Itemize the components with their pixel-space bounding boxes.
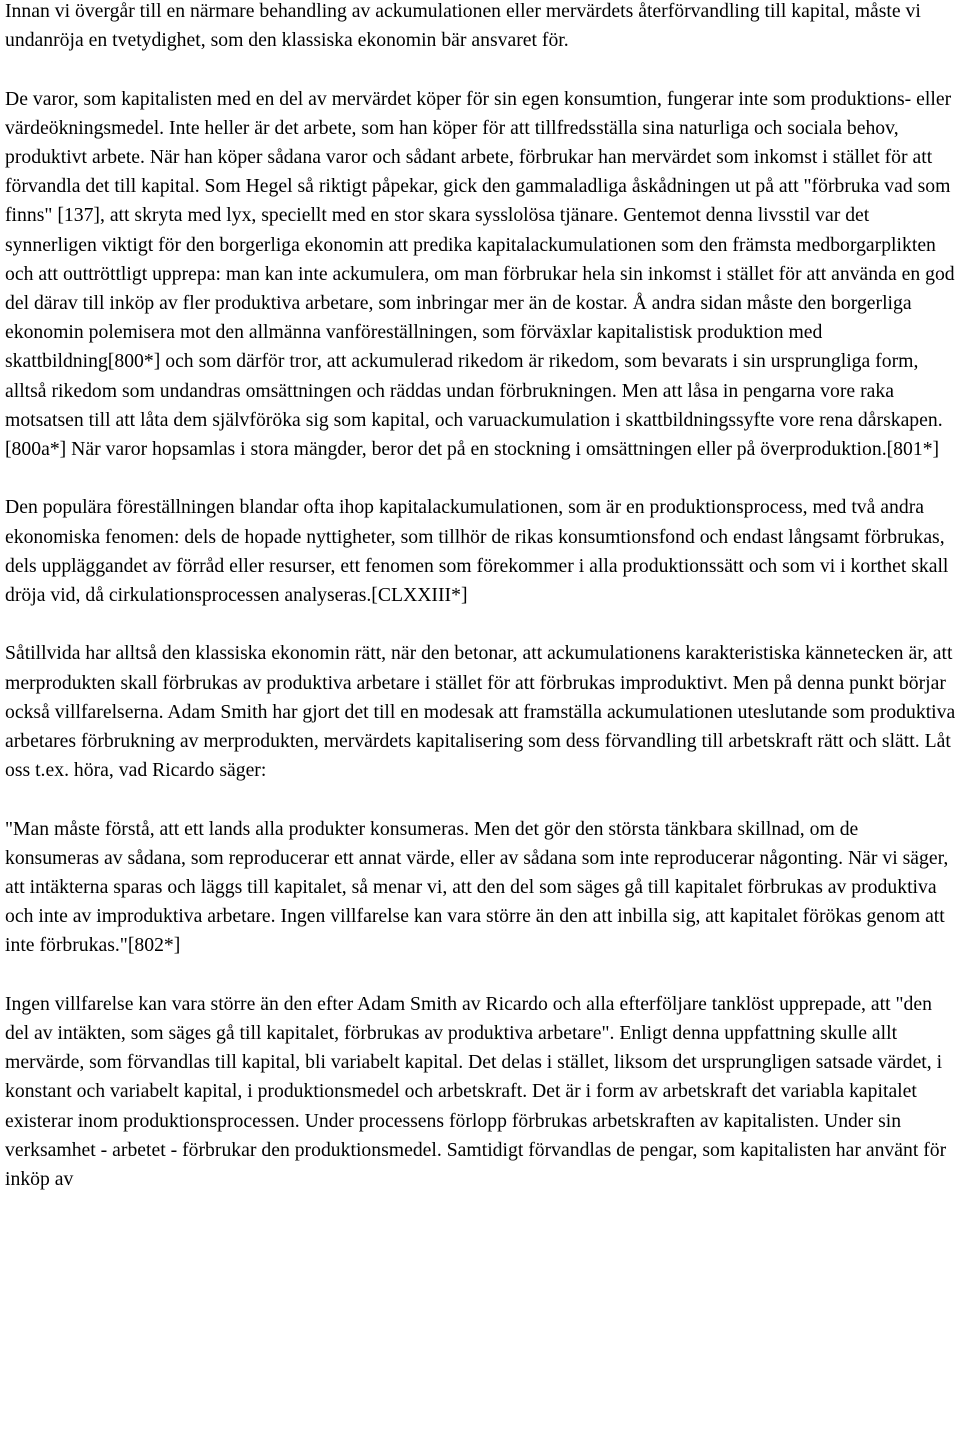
paragraph-ricardo-quote: "Man måste förstå, att ett lands alla produkter konsumeras. Men det gör den största tänkbara skillnad, om de konsumeras av sådana, som reproducerar ett annat värde, eller av sådana som inte reproducerar någonting. När vi säger, att intäkterna sparas och läggs till kapitalet, så menar vi, att den del som säges gå till kapitalet förbrukas av produktiva och inte av improduktiva arbetare. Ingen villfarelse kan vara större än den att inbilla sig, att kapitalet förökas genom att inte förbrukas."[802*]: [5, 817, 949, 957]
paragraph-classical-economy: Såtillvida har alltså den klassiska ekonomin rätt, när den betonar, att ackumulationens karakteristiska kännetecken är, att merprodukten skall förbrukas av produktiva arbetare i stället för att förbrukas improduktivt. Men på denna punkt börjar också villfarelserna. Adam Smith har gjort det till en modesak att framställa ackumulationen uteslutande som produktiva arbetares förbrukning av merprodukten, mervärdets kapitalisering som dess förvandling till arbetskraft rätt och slätt. Låt oss t.ex. höra, vad Ricardo säger:: [5, 642, 956, 782]
paragraph-popular-notion: Den populära föreställningen blandar ofta ihop kapitalackumulationen, som är en produktionsprocess, med två andra ekonomiska fenomen: dels de hopade nyttigheter, som tillhör de rikas konsumtionsfond och endast långsamt förbrukas, dels uppläggandet av förråd eller resurser, ett fenomen som förekommer i alla produktionssätt och som vi i korthet skall dröja vid, då cirkulationsprocessen analyseras.[CLXXIII*]: [5, 496, 949, 607]
paragraph-fallacy: Ingen villfarelse kan vara större än den efter Adam Smith av Ricardo och alla efterföljare tanklöst upprepade, att "den del av intäkten, som säges gå till kapitalet, förbrukas av produktiva arbetare". Enligt denna uppfattning skulle allt mervärde, som förvandlas till kapital, bli variabelt kapital. Det delas i stället, liksom det ursprungligen satsade värdet, i konstant och variabelt kapital, i produktionsmedel och arbetskraft. Det är i form av arbetskraft det variabla kapitalet existerar inom produktionsprocessen. Under processens förlopp förbrukas arbetskraften av kapitalisten. Under sin verksamhet - arbetet - förbrukar den produktionsmedel. Samtidigt förvandlas de pengar, som kapitalisten har använt för inköp av: [5, 992, 947, 1191]
paragraph-consumption: De varor, som kapitalisten med en del av mervärdet köper för sin egen konsumtion, fungerar inte som produktions- eller värdeökningsmedel. Inte heller är det arbete, som han köper för att tillfredsställa sina naturliga och sociala behov, produktivt arbete. När han köper sådana varor och sådant arbete, förbrukar han mervärdet som inkomst i stället för att förvandla det till kapital. Som Hegel så riktigt påpekar, gick den gammaladliga åskådningen ut på att "förbruka vad som finns" [137], att skryta med lyx, speciellt med en stor skara sysslolösa tjänare. Gentemot denna livsstil var det synnerligen viktigt för den borgerliga ekonomin att predika kapitalackumulationen som den främsta medborgarplikten och att outtröttligt upprepa: man kan inte ackumulera, om man förbrukar hela sin inkomst i stället för att använda en god del därav till inköp av fler produktiva arbetare, som inbringar mer än de kostar. Å andra sidan måste den borgerliga ekonomin polemisera mot den allmänna vanföreställningen, som förväxlar kapitalistisk produktion med skattbildning[800*] och som därför tror, att ackumulerad rikedom är rikedom, som bevarats i sin ursprungliga form, alltså rikedom som undandras omsättningen och räddas undan förbrukningen. Men att låsa in pengarna vore raka motsatsen till att låta dem självföröka sig som kapital, och varuackumulation i skattbildningssyfte vore rena dårskapen.[800a*] När varor hopsamlas i stora mängder, beror det på en stockning i omsättningen eller på överproduktion.[801*]: [5, 87, 955, 461]
paragraph-intro: Innan vi övergår till en närmare behandling av ackumulationen eller mervärdets återförvandling till kapital, måste vi undanröja en tvetydighet, som den klassiska ekonomin bär ansvaret för.: [5, 0, 921, 52]
document-body: [5, 0, 957, 1223]
